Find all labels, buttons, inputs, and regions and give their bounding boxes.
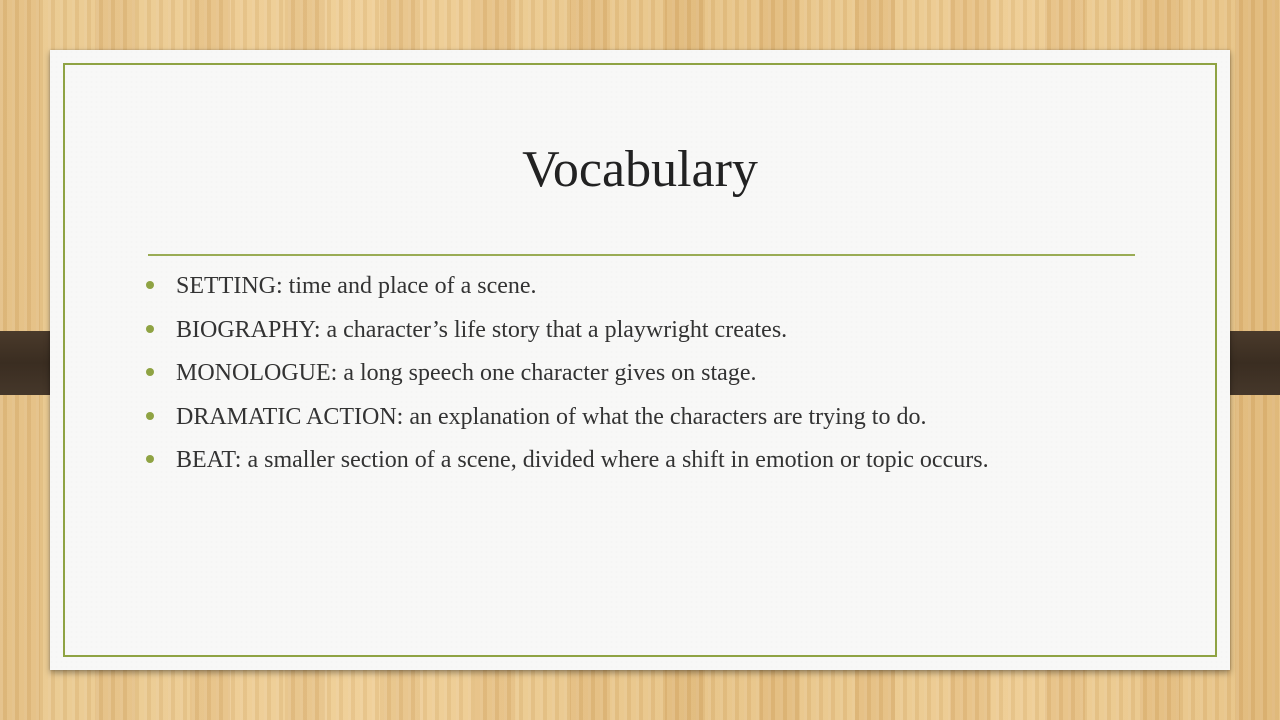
list-item-beat xyxy=(146,446,1146,475)
list-item-text: DRAMATIC ACTION: an explanation of what the characters are trying to do. xyxy=(176,403,927,430)
bullet-icon xyxy=(146,455,154,463)
list-item-dramatic-action xyxy=(146,403,1146,432)
bullet-icon xyxy=(146,368,154,376)
list-item-text: BEAT: a smaller section of a scene, divided where a shift in emotion or topic occurs. xyxy=(176,447,989,473)
list-item-text: SETTING: time and place of a scene. xyxy=(176,273,537,299)
bullet-icon xyxy=(146,412,154,420)
list-item-text: MONOLOGUE: a long speech one character gives on stage. xyxy=(176,360,757,386)
vocabulary-list xyxy=(146,272,1146,490)
title-divider xyxy=(148,254,1135,256)
list-item-biography xyxy=(146,316,1146,345)
slide-title: Vocabulary xyxy=(522,141,758,198)
list-item-text: BIOGRAPHY: a character’s life story that a playwright creates. xyxy=(176,316,788,343)
list-item-monologue xyxy=(146,359,1146,388)
list-item-setting xyxy=(146,272,1146,301)
bullet-icon xyxy=(146,281,154,289)
bullet-icon xyxy=(146,325,154,333)
